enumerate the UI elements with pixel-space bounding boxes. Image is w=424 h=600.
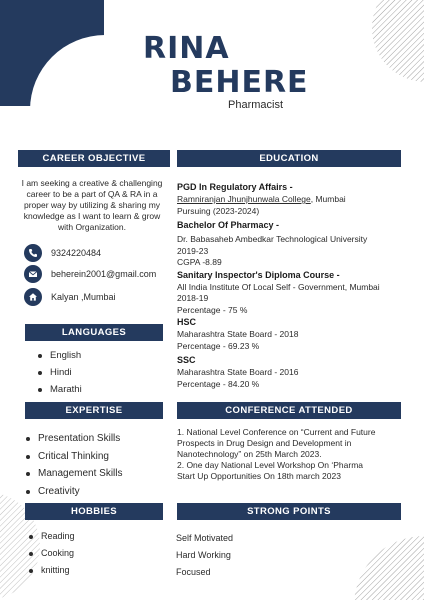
conference-text (177, 427, 405, 482)
list-item: Reading (27, 528, 75, 545)
list-item: Cooking (27, 545, 75, 562)
hsc-board: Maharashtra State Board - 2018 (177, 329, 299, 339)
hatched-circle-bottom-right (336, 534, 424, 600)
bpharm-title: Bachelor Of Pharmacy - (177, 220, 280, 230)
diploma-percentage: Percentage - 75 % (177, 304, 248, 315)
hobbies-heading: HOBBIES (25, 503, 163, 520)
list-item: Presentation Skills (24, 430, 122, 448)
pgd-college: Ramniranjan Jhunjhunwala College (177, 194, 311, 204)
ssc-board: Maharashtra State Board - 2016 (177, 367, 299, 377)
list-item: Hard Working (176, 550, 231, 560)
contact-email (24, 265, 156, 283)
job-title: Pharmacist (228, 99, 284, 111)
conference-line: 2. One day National Level Workshop On ‘Pharma (177, 460, 363, 470)
phone-number: 9324220484 (51, 248, 102, 258)
list-item: Marathi (36, 381, 82, 398)
conference-line: 1. National Level Conference on “Current and Future (177, 427, 376, 437)
first-name: RINA (143, 31, 230, 66)
objective-line: proper way by utilizing & sharing my (23, 200, 161, 210)
diploma-year: 2018-19 (177, 293, 209, 303)
bpharm-cgpa: CGPA -8.89 (177, 257, 222, 267)
hatched-circle-top-right (372, 0, 424, 82)
expertise-heading: EXPERTISE (25, 402, 163, 419)
contact-phone (24, 244, 101, 262)
conference-heading: CONFERENCE ATTENDED (177, 402, 401, 419)
education-heading: EDUCATION (177, 150, 401, 167)
objective-line: with Organization. (57, 222, 127, 232)
pgd-title: PGD In Regulatory Affairs - (177, 182, 293, 192)
conference-line: Start Up Opportunities On 18th march 2023 (177, 471, 341, 481)
languages-heading: LANGUAGES (25, 324, 163, 341)
home-icon (24, 288, 42, 306)
bpharm-years: 2019-23 (177, 245, 209, 256)
ssc-percentage: Percentage - 84.20 % (177, 378, 260, 389)
conference-line: Nanotechnology” on 25th March 2023. (177, 449, 322, 459)
education-section (177, 181, 407, 390)
strong-points-list (176, 530, 233, 581)
hsc-percentage: Percentage - 69.23 % (177, 340, 260, 351)
list-item: Creativity (24, 483, 122, 501)
objective-line: knowledge as I want to learn & grow (23, 211, 161, 221)
career-objective-text (17, 178, 167, 233)
bpharm-university: Dr. Babasaheb Ambedkar Technological University (177, 234, 368, 244)
list-item: Focused (176, 567, 211, 577)
last-name: BEHERE (170, 65, 309, 100)
languages-list (36, 347, 82, 398)
pgd-college-line (177, 194, 407, 206)
strong-points-heading: STRONG POINTS (177, 503, 401, 520)
expertise-list (24, 430, 122, 500)
contact-location (24, 288, 116, 306)
list-item: Management Skills (24, 465, 122, 483)
pgd-college-suffix: , Mumbai (310, 194, 346, 204)
diploma-institute: All India Institute Of Local Self - Government, Mumbai (177, 281, 380, 292)
mail-icon (24, 265, 42, 283)
career-objective-heading: CAREER OBJECTIVE (18, 150, 170, 167)
list-item: Critical Thinking (24, 448, 122, 466)
location: Kalyan ,Mumbai (51, 292, 116, 302)
conference-line: Prospects in Drug Design and Development in (177, 438, 352, 448)
hsc-title: HSC (177, 317, 197, 327)
pgd-status: Pursuing (2023-2024) (177, 205, 260, 216)
list-item: English (36, 347, 82, 364)
ssc-title: SSC (177, 355, 196, 365)
diploma-title: Sanitary Inspector's Diploma Course - (177, 269, 340, 280)
list-item: Self Motivated (176, 533, 234, 543)
email-address[interactable]: beherein2001@gmail.com (51, 269, 157, 279)
phone-icon (24, 244, 42, 262)
list-item: Hindi (36, 364, 82, 381)
objective-line: career to be a part of QA & RA in a (26, 189, 158, 199)
objective-line: I am seeking a creative & challenging (21, 178, 163, 188)
list-item: knitting (27, 562, 75, 579)
corner-decoration-top-left (0, 0, 104, 106)
hobbies-list (27, 528, 75, 579)
